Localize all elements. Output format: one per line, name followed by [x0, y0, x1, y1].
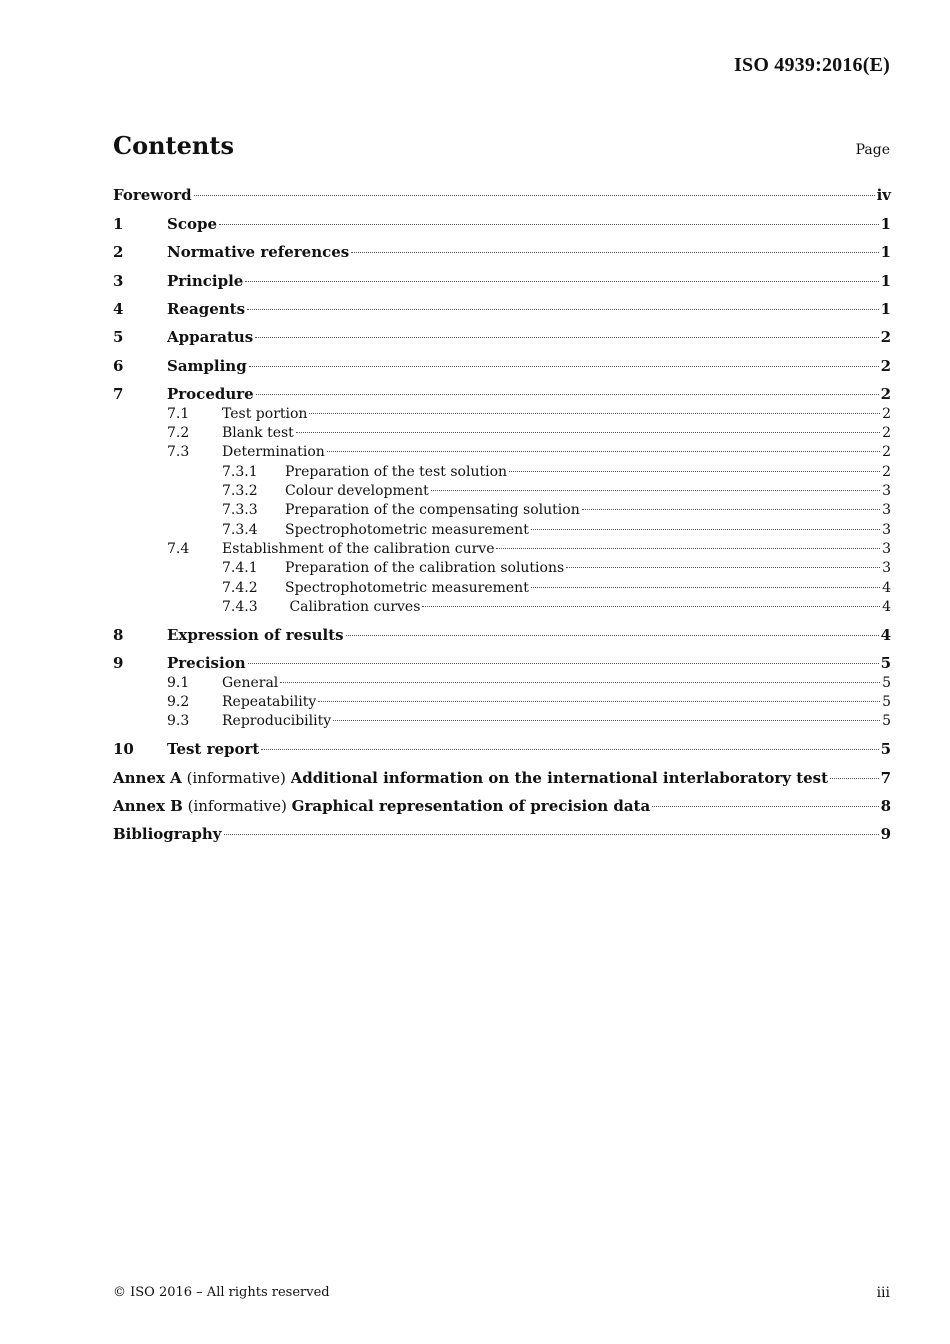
toc-entry[interactable]: [222, 598, 891, 617]
toc-title: General: [222, 675, 279, 691]
toc-number: 7.3: [167, 444, 190, 460]
toc-dot-leader: [346, 635, 879, 636]
toc-page-number: 1: [880, 272, 891, 290]
toc-page-number: 5: [882, 675, 891, 691]
toc-dot-leader: [255, 337, 878, 338]
toc-dot-leader: [261, 749, 878, 750]
toc-dot-leader: [219, 224, 879, 225]
toc-number: 7.3.2: [222, 483, 258, 499]
toc-page-number: 3: [882, 541, 891, 557]
toc-title: Preparation of the test solution: [285, 464, 508, 480]
toc-number: 4: [113, 300, 124, 318]
toc-dot-leader: [830, 778, 879, 779]
toc-dot-leader: [422, 606, 880, 607]
toc-page-number: 3: [882, 502, 891, 518]
toc-dot-leader: [327, 451, 880, 452]
toc-dot-leader: [431, 490, 880, 491]
toc-page-number: 5: [880, 654, 891, 672]
toc-annex-note: (informative): [182, 797, 292, 815]
toc-page-number: 2: [882, 406, 891, 422]
toc-page-number: iv: [876, 186, 891, 204]
toc-dot-leader: [531, 587, 880, 588]
toc-title: Principle: [167, 272, 244, 290]
toc-entry[interactable]: [113, 272, 891, 291]
toc-number: 9.1: [167, 675, 190, 691]
toc-number: 8: [113, 626, 124, 644]
toc-title: Sampling: [167, 357, 247, 375]
toc-entry[interactable]: [222, 501, 891, 520]
toc-dot-leader: [248, 663, 879, 664]
toc-dot-leader: [280, 682, 880, 683]
toc-number: 9.3: [167, 713, 190, 729]
toc-entry[interactable]: [167, 405, 891, 424]
toc-page-number: 4: [882, 599, 891, 615]
toc-title: Colour development: [285, 483, 429, 499]
toc-entry[interactable]: [113, 328, 891, 347]
toc-title: Spectrophotometric measurement: [285, 522, 529, 538]
toc-page-number: 2: [882, 425, 891, 441]
toc-dot-leader: [249, 366, 879, 367]
toc-title: Blank test: [222, 425, 294, 441]
toc-title: Preparation of the compensating solution: [285, 502, 580, 518]
page-column-label: Page: [855, 142, 890, 158]
toc-page-number: 5: [882, 694, 891, 710]
toc-entry[interactable]: [113, 385, 891, 404]
toc-entry[interactable]: [113, 357, 891, 376]
toc-title: Reproducibility: [222, 713, 332, 729]
toc-entry[interactable]: [222, 559, 891, 578]
toc-dot-leader: [318, 701, 880, 702]
toc-number: 7.4.2: [222, 580, 258, 596]
toc-number: 9.2: [167, 694, 190, 710]
toc-entry[interactable]: [113, 215, 891, 234]
toc-dot-leader: [245, 281, 878, 282]
toc-number: 7.4.1: [222, 560, 258, 576]
toc-page-number: 1: [880, 300, 891, 318]
contents-heading: Contents: [113, 131, 234, 160]
page-number: iii: [876, 1285, 890, 1301]
toc-dot-leader: [247, 309, 879, 310]
toc-entry[interactable]: [113, 300, 891, 319]
toc-page-number: 2: [880, 385, 891, 403]
toc-number: 7.1: [167, 406, 190, 422]
toc-title: Calibration curves: [285, 599, 421, 615]
toc-title: Graphical representation of precision data: [291, 797, 651, 815]
toc-number: 7: [113, 385, 124, 403]
toc-title: Determination: [222, 444, 325, 460]
toc-page-number: 3: [882, 522, 891, 538]
toc-page-number: 1: [880, 215, 891, 233]
toc-page-number: 3: [882, 560, 891, 576]
toc-entry[interactable]: [113, 769, 891, 788]
toc-entry[interactable]: [113, 186, 891, 205]
document-id: ISO 4939:2016(E): [734, 54, 890, 76]
toc-dot-leader: [566, 567, 880, 568]
toc-dot-leader: [333, 720, 880, 721]
toc-entry[interactable]: [113, 626, 891, 645]
toc-title: Reagents: [167, 300, 246, 318]
toc-title: Apparatus: [167, 328, 254, 346]
toc-page-number: 4: [880, 626, 891, 644]
toc-entry[interactable]: [167, 443, 891, 462]
toc-dot-leader: [351, 252, 878, 253]
toc-page-number: 1: [880, 243, 891, 261]
toc-entry[interactable]: [167, 712, 891, 731]
toc-page-number: 4: [882, 580, 891, 596]
toc-number: 10: [113, 740, 134, 758]
toc-page-number: 2: [882, 464, 891, 480]
toc-title: Scope: [167, 215, 218, 233]
toc-title: Repeatability: [222, 694, 317, 710]
toc-dot-leader: [224, 834, 879, 835]
toc-dot-leader: [309, 413, 880, 414]
toc-dot-leader: [582, 509, 880, 510]
toc-annex-label: Annex B: [113, 797, 183, 815]
toc-title: Foreword: [113, 186, 192, 204]
toc-entry[interactable]: [113, 797, 891, 816]
toc-page-number: 5: [880, 740, 891, 758]
toc-number: 9: [113, 654, 124, 672]
toc-number: 2: [113, 243, 124, 261]
toc-annex-note: (informative): [181, 769, 291, 787]
toc-entry[interactable]: [113, 825, 891, 844]
toc-dot-leader: [531, 529, 880, 530]
toc-number: 7.3.4: [222, 522, 258, 538]
toc-title: Test report: [167, 740, 260, 758]
toc-dot-leader: [194, 195, 875, 196]
toc-annex-label: Annex A: [113, 769, 182, 787]
toc-number: 7.2: [167, 425, 190, 441]
toc-number: 7.4.3: [222, 599, 258, 615]
toc-page-number: 2: [880, 328, 891, 346]
toc-title: Test portion: [222, 406, 308, 422]
toc-page-number: 9: [880, 825, 891, 843]
toc-entry[interactable]: [222, 521, 891, 540]
toc-number: 6: [113, 357, 124, 375]
copyright-notice: © ISO 2016 – All rights reserved: [113, 1285, 330, 1300]
toc-dot-leader: [256, 394, 879, 395]
toc-entry[interactable]: [167, 424, 891, 443]
toc-number: 5: [113, 328, 124, 346]
toc-title: Establishment of the calibration curve: [222, 541, 495, 557]
toc-number: 3: [113, 272, 124, 290]
toc-page-number: 3: [882, 483, 891, 499]
toc-entry[interactable]: [167, 674, 891, 693]
toc-entry[interactable]: [222, 463, 891, 482]
toc-page-number: 2: [882, 444, 891, 460]
toc-title: Precision: [167, 654, 246, 672]
toc-title: Additional information on the international interlaboratory test: [290, 769, 829, 787]
toc-title: Procedure: [167, 385, 254, 403]
toc-entry[interactable]: [222, 482, 891, 501]
toc-dot-leader: [296, 432, 880, 433]
toc-title: Preparation of the calibration solutions: [285, 560, 565, 576]
toc-page-number: 2: [880, 357, 891, 375]
toc-dot-leader: [496, 548, 880, 549]
toc-number: 7.3.3: [222, 502, 258, 518]
toc-entry[interactable]: [113, 243, 891, 262]
toc-entry[interactable]: [167, 540, 891, 559]
toc-number: 7.4: [167, 541, 190, 557]
toc-entry[interactable]: [222, 579, 891, 598]
toc-entry[interactable]: [113, 740, 891, 759]
toc-title: Bibliography: [113, 825, 222, 843]
toc-entry[interactable]: [167, 693, 891, 712]
toc-entry[interactable]: [113, 654, 891, 673]
toc-page-number: 5: [882, 713, 891, 729]
toc-number: 7.3.1: [222, 464, 258, 480]
toc-title: Expression of results: [167, 626, 344, 644]
toc-dot-leader: [509, 471, 880, 472]
toc-dot-leader: [652, 806, 878, 807]
toc-page-number: 7: [880, 769, 891, 787]
toc-page-number: 8: [880, 797, 891, 815]
toc-title: Normative references: [167, 243, 350, 261]
toc-title: Spectrophotometric measurement: [285, 580, 529, 596]
toc-number: 1: [113, 215, 124, 233]
